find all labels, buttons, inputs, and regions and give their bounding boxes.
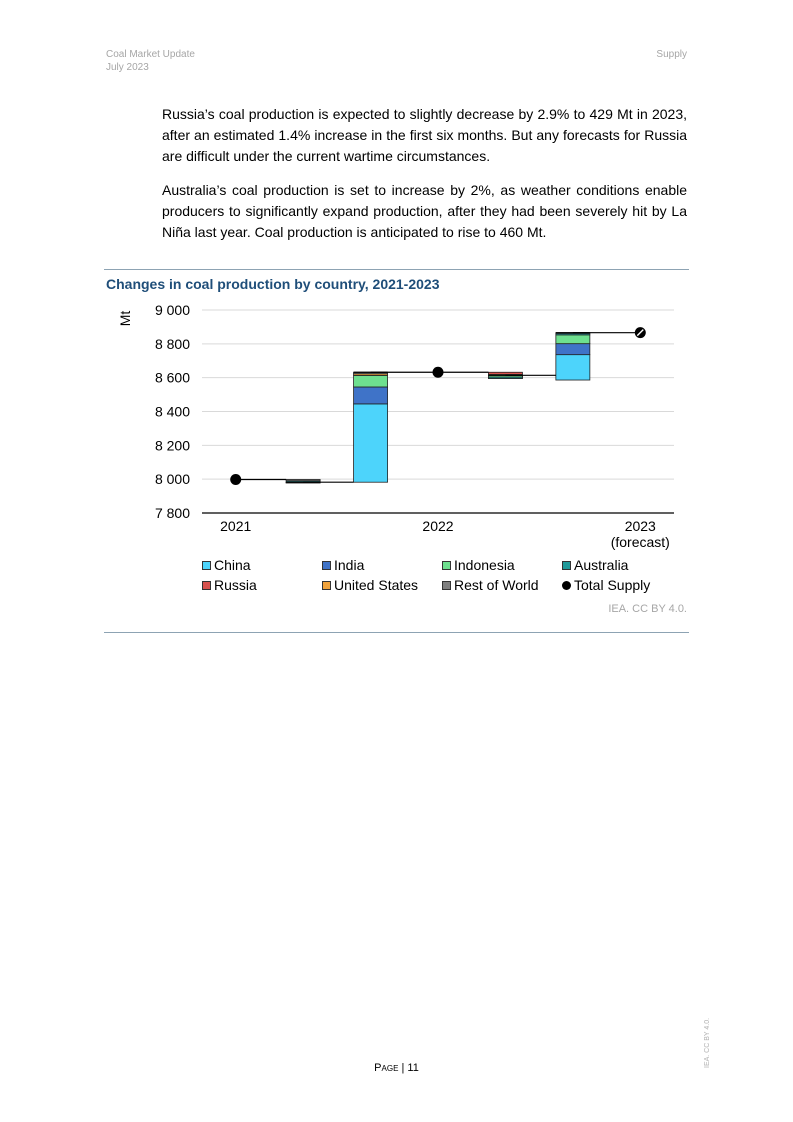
y-tick-label: 8 600 bbox=[154, 369, 190, 386]
legend-label: India bbox=[334, 557, 365, 573]
bar-segment bbox=[354, 404, 388, 482]
body-text bbox=[162, 104, 687, 256]
chart-source: IEA. CC BY 4.0. bbox=[608, 603, 687, 615]
x-tick-label: 2021 bbox=[220, 518, 252, 534]
legend-item bbox=[562, 577, 682, 593]
legend-swatch bbox=[202, 561, 211, 570]
y-tick-label: 8 400 bbox=[154, 403, 190, 420]
waterfall-chart bbox=[104, 296, 689, 556]
legend-label: Australia bbox=[574, 557, 629, 573]
legend-item bbox=[442, 557, 562, 573]
chart-title: Changes in coal production by country, 2021-2023 bbox=[106, 276, 440, 292]
legend-swatch bbox=[202, 581, 211, 590]
page-number-value: 11 bbox=[407, 1062, 419, 1074]
report-date: July 2023 bbox=[106, 62, 149, 73]
page-label: Page bbox=[374, 1062, 399, 1074]
legend-label: United States bbox=[334, 577, 419, 593]
legend-swatch bbox=[442, 561, 451, 570]
legend-swatch bbox=[442, 581, 451, 590]
legend-label: Indonesia bbox=[454, 557, 515, 573]
legend-label: Russia bbox=[214, 577, 257, 593]
chart-bottom-rule bbox=[104, 632, 689, 633]
page-separator: | bbox=[401, 1062, 405, 1074]
section-label: Supply bbox=[656, 49, 687, 60]
report-title: Coal Market Update bbox=[106, 49, 195, 60]
legend-label: Total Supply bbox=[574, 577, 651, 593]
bar-segment bbox=[354, 387, 388, 404]
bar-segment bbox=[354, 375, 388, 387]
bar-segment bbox=[556, 344, 590, 355]
paragraph-australia: Australia’s coal production is set to increase by 2%, as weather conditions enable producers to significantly expand production, after they had been severely hit by La Niña last year. Coal production is anticipated to rise to 460 Mt. bbox=[162, 182, 687, 240]
y-tick-label: 8 200 bbox=[154, 437, 190, 454]
x-tick-label: 2023 bbox=[624, 518, 656, 534]
paragraph-russia: Russia’s coal production is expected to slightly decrease by 2.9% to 429 Mt in 2023, after an estimated 1.4% increase in the first six months. But any forecasts for Russia are difficult under the current wartime circumstances. bbox=[162, 106, 687, 164]
legend-swatch bbox=[322, 561, 331, 570]
legend-swatch bbox=[322, 581, 331, 590]
legend-item bbox=[202, 577, 322, 593]
x-tick-label: (forecast) bbox=[610, 534, 670, 550]
legend-item bbox=[322, 557, 442, 573]
y-tick-label: 8 000 bbox=[154, 471, 190, 488]
side-license: IEA. CC BY 4.0. bbox=[704, 1017, 711, 1068]
legend-item bbox=[562, 557, 682, 573]
legend-dot-marker bbox=[562, 581, 571, 590]
legend-item bbox=[442, 577, 562, 593]
page-number bbox=[0, 1062, 793, 1074]
y-tick-label: 7 800 bbox=[154, 505, 190, 521]
bar-segment bbox=[556, 355, 590, 380]
total-supply-marker bbox=[230, 474, 241, 485]
chart-legend bbox=[202, 557, 682, 593]
total-supply-marker bbox=[433, 367, 444, 378]
legend-label: China bbox=[214, 557, 251, 573]
y-tick-label: 8 800 bbox=[154, 335, 190, 352]
running-header bbox=[106, 48, 195, 74]
x-tick-label: 2022 bbox=[422, 518, 454, 534]
legend-item bbox=[322, 577, 442, 593]
legend-label: Rest of World bbox=[454, 577, 539, 593]
legend-item bbox=[202, 557, 322, 573]
legend-swatch bbox=[562, 561, 571, 570]
y-tick-label: 9 000 bbox=[154, 302, 190, 318]
bar-segment bbox=[556, 335, 590, 344]
chart-top-rule bbox=[104, 269, 689, 270]
y-axis-label: Mt bbox=[117, 310, 133, 327]
